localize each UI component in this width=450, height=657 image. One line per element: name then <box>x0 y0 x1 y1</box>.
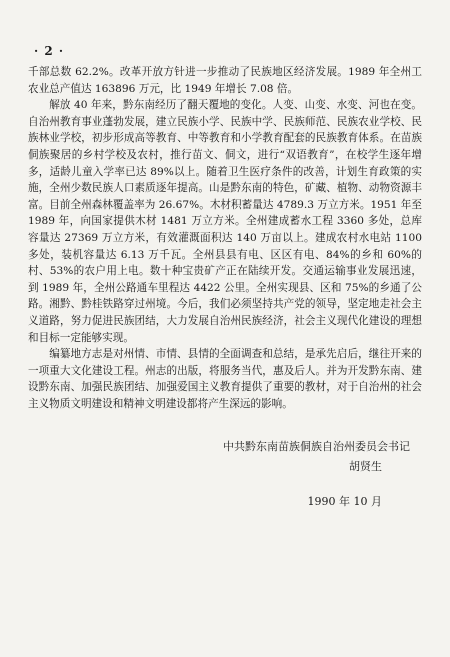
paragraph-1: 千部总数 62.2%。改革开放方针进一步推动了民族地区经济发展。1989 年全州工农业总产值达 163896 万元，比 1949 年增长 7.08 倍。 <box>28 66 422 95</box>
body-text <box>28 64 422 412</box>
signature-name: 胡贤生 <box>349 460 382 473</box>
signature-organization: 中共黔东南苗族侗族自治州委员会书记 <box>223 440 410 453</box>
paragraph-3: 编纂地方志是对州情、市情、县情的全面调查和总结，是承先启后，继往开来的一项重大文化建设工程。州志的出版，将服务当代，惠及后人。并为开发黔东南、建设黔东南、加强民族团结、加强爱国主义教育提供了重要的教材，对于自治州的社会主义物质文明建设和精神文明建设都将产生深远的影响。 <box>28 348 422 410</box>
page-number: · 2 · <box>34 44 65 58</box>
signature-date: 1990 年 10 月 <box>307 495 382 508</box>
paragraph-2: 解放 40 年来，黔东南经历了翻天覆地的变化。人变、山变、水变、河也在变。自治州教育事业蓬勃发展，建立民族小学、民族中学、民族师范、民族农业学校、民族林业学校，初步形成高等教育、中等教育和小学教育配套的民族教育体系。在苗族侗族聚居的乡村学校及农村，推行苗文、侗文，进行“双语教育”，在校学生逐年增多，适龄儿童入学率已达 89%以上。随着卫生医疗条件的改善，计划生育政策的实施，全州少数民族人口素质逐年提高。山是黔东南的特色，矿藏、植物、动物资源丰富。目前全州森林覆盖率为 26.67%。木材积蓄量达 4789.3 万立方米。1951 年至 1989 年，向国家提供木材 1481 万立方米。全州建成蓄水工程 3360 多处，总库容量达 27369 万立方米，有效灌溉面积达 140 万亩以上。建成农村水电站 1100 多处，装机容量达 6.13 万千瓦。全州县县有电、区区有电、84%的乡和 60%的村、53%的农户用上电。数十种宝贵矿产正在陆续开发。交通运输事业发展迅速，到 1989 年，全州公路通车里程达 4422 公里。全州实现县、区和 75%的乡通了公路。湘黔、黔桂铁路穿过州境。今后，我们必须坚持共产党的领导，坚定地走社会主义道路，努力促进民族团结，大力发展自治州民族经济，社会主义现代化建设的理想和目标一定能够实现。 <box>28 99 422 344</box>
